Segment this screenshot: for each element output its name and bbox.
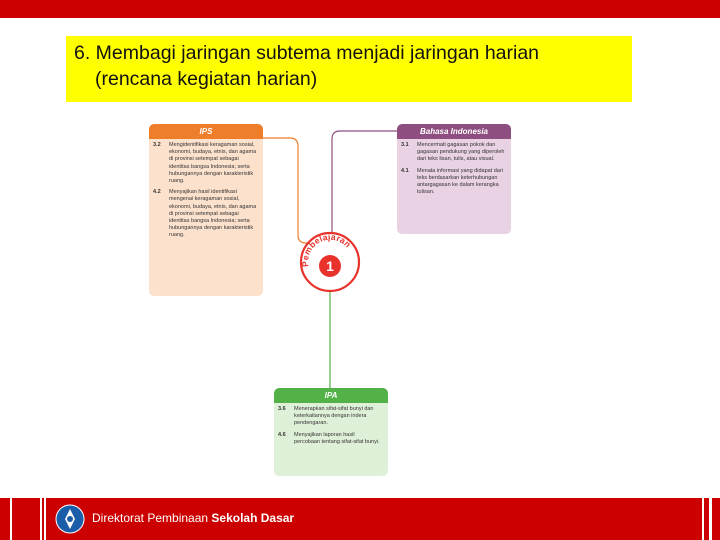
competency-code: 4.6	[278, 431, 286, 438]
bahasa-card-title: Bahasa Indonesia	[397, 124, 511, 139]
connector-ips	[263, 138, 310, 243]
footer-stripe	[702, 498, 704, 540]
pembelajaran-hub	[299, 231, 361, 293]
footer-text-bold: Sekolah Dasar	[211, 511, 295, 525]
competency-text: Menerapkan sifat-sifat bunyi dan keterkaitannya dengan indera pendengaran.	[294, 406, 374, 427]
ipa-entry	[278, 406, 382, 428]
competency-text: Mencermati gagasan pokok dan gagasan pendukung yang diperoleh dari teks lisan, tulis, atau visual.	[417, 142, 505, 163]
competency-text: Menyajikan hasil identifikasi mengenai keragaman sosial, ekonomi, budaya, etnis, dan agama di provinsi setempat sebagai identitas bangsa Indonesia; serta hubungannya dengan karakteristik ruang.	[169, 189, 257, 239]
ipa-entry	[278, 432, 382, 446]
competency-text: Menata informasi yang didapat dari teks berdasarkan keterhubungan antargagasan ke dalam kerangka tulisan.	[417, 167, 503, 196]
footer-stripe	[709, 498, 712, 540]
hub-arc-text: Pembelajaran	[299, 231, 354, 268]
ips-card	[149, 124, 263, 296]
footer-stripe	[10, 498, 12, 540]
bahasa-entry	[401, 142, 505, 164]
footer-stripe	[40, 498, 42, 540]
competency-code: 4.1	[401, 167, 409, 174]
tut-wuri-handayani-logo-icon	[55, 504, 85, 534]
hub-number: 1	[326, 258, 334, 274]
footer-text	[92, 511, 294, 525]
title-line-2: (rencana kegiatan harian)	[95, 68, 318, 90]
competency-text: Menyajikan laporan hasil percobaan tentang sifat-sifat bunyi.	[294, 431, 380, 445]
footer-stripe	[44, 498, 46, 540]
footer-text-regular: Direktorat Pembinaan	[92, 511, 212, 525]
bahasa-indonesia-card	[397, 124, 511, 234]
competency-code: 4.2	[153, 189, 161, 196]
ipa-card-title: IPA	[274, 388, 388, 403]
competency-code: 3.6	[278, 406, 286, 412]
ipa-card	[274, 388, 388, 476]
competency-text: Mengidentifikasi keragaman sosial, ekonomi, budaya, etnis, dan agama di provinsi setempat sebagai identitas bangsa Indonesia; serta hubungannya dengan karakteristik ruang.	[169, 142, 257, 185]
competency-code: 3.2	[153, 142, 161, 148]
ips-entry	[153, 189, 257, 239]
connector-bahasa	[332, 131, 397, 232]
title-line-1: 6. Membagi jaringan subtema menjadi jaringan harian	[74, 42, 540, 64]
ips-entry	[153, 142, 257, 185]
bahasa-entry	[401, 168, 505, 197]
competency-code: 3.1	[401, 142, 409, 148]
ips-card-title: IPS	[149, 124, 263, 139]
